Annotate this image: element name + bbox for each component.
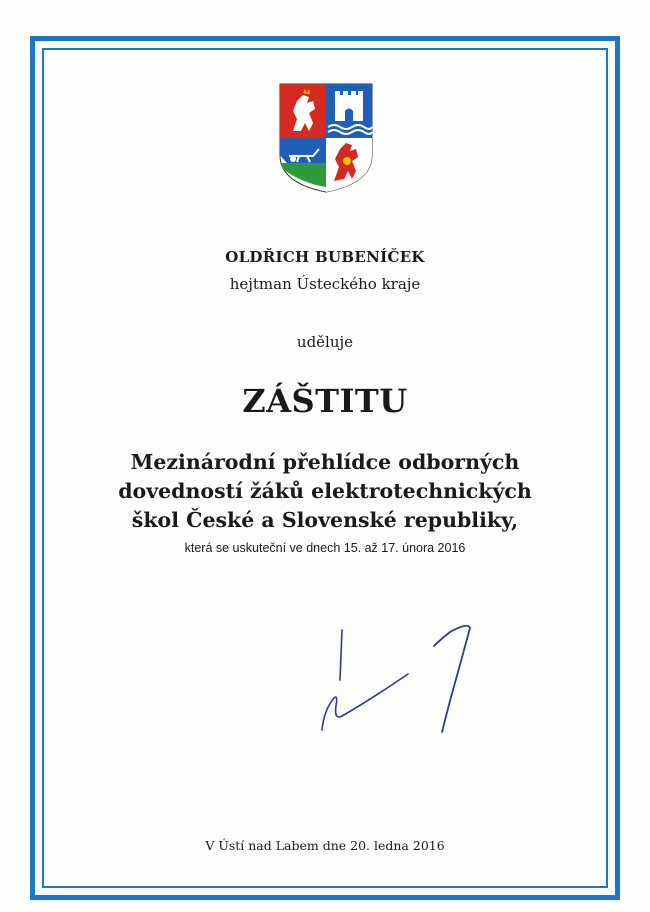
event-line: škol České a Slovenské republiky, bbox=[131, 508, 519, 532]
place-and-date: V Ústí nad Labem dne 20. ledna 2016 bbox=[205, 838, 445, 853]
issuer-name: OLDŘICH BUBENÍČEK bbox=[225, 248, 425, 266]
issuer-role: hejtman Ústeckého kraje bbox=[229, 275, 421, 293]
event-name bbox=[100, 448, 550, 535]
event-line: dovedností žáků elektrotechnických bbox=[118, 479, 532, 503]
handwritten-signature-icon bbox=[300, 610, 500, 750]
event-line: Mezinárodní přehlídce odborných bbox=[130, 450, 520, 474]
document-title: ZÁŠTITU bbox=[242, 382, 408, 420]
event-dates: která se uskuteční ve dnech 15. až 17. února 2016 bbox=[184, 541, 466, 555]
coat-of-arms-icon bbox=[279, 83, 373, 193]
grants-verb: uděluje bbox=[296, 333, 354, 351]
